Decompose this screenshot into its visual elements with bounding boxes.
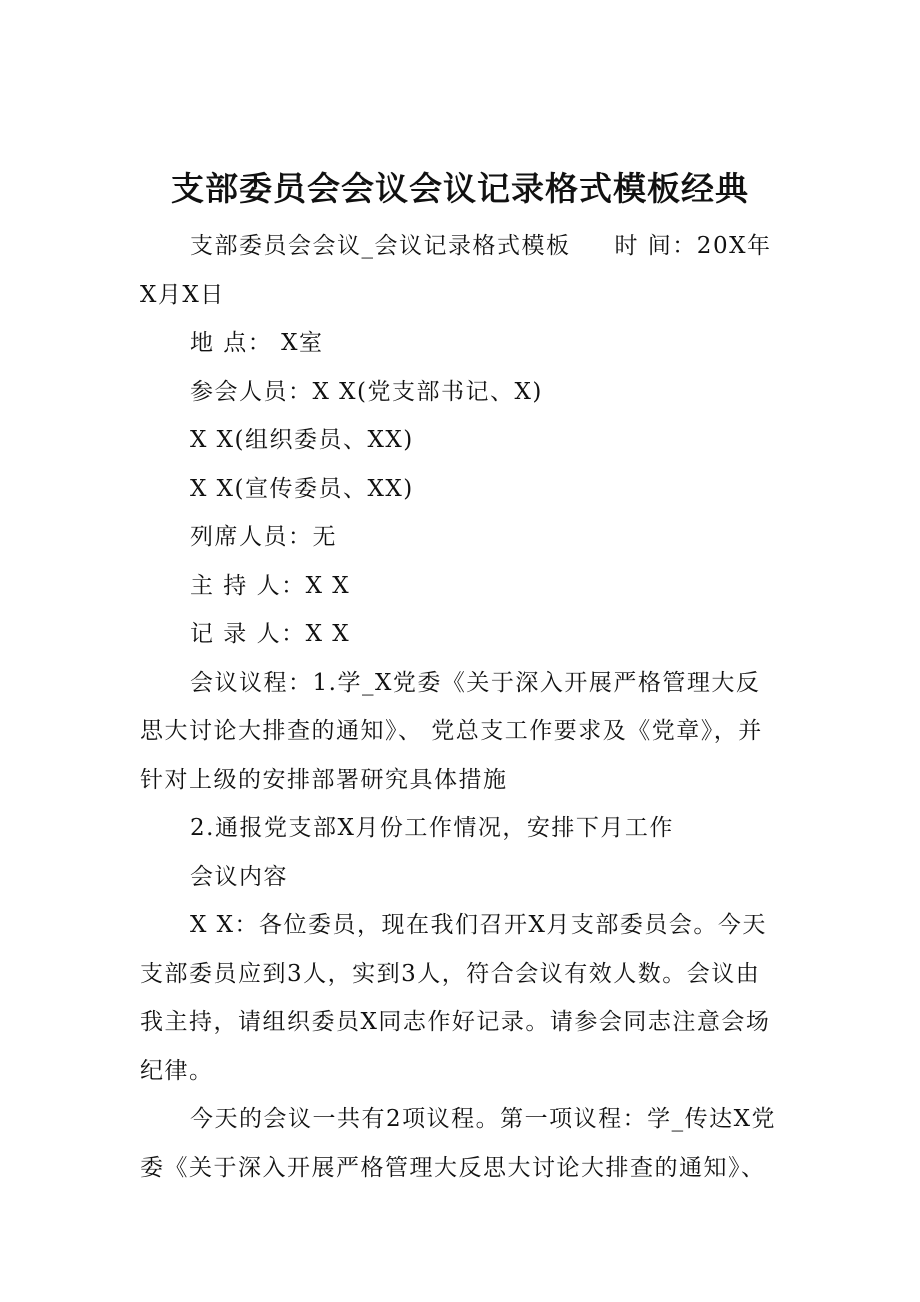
meeting-place: 地 点： X室 [190,330,324,356]
attendee-line: X X(组织委员、XX) [190,427,414,453]
document-body [140,222,782,1192]
observers-line: 列席人员：无 [190,524,337,550]
agenda-item-2: 2.通报党支部X月份工作情况，安排下月工作 [190,815,674,841]
recorder-line: 记 录 人：X X [190,621,351,647]
meeting-time: 时 间：20X年X月X日 [140,233,772,308]
attendee-line: X X(宣传委员、XX) [190,475,414,502]
agenda-item-1: 会议议程：1.学_X党委《关于深入开展严格管理大反思大讨论大排查的通知》、 党总支工作要求及《党章》，并针对上级的安排部署研究具体措施 [140,669,763,793]
intro-paragraph [140,222,782,319]
host-line: 主 持 人：X X [190,572,351,599]
content-heading: 会议内容 [190,863,288,890]
content-paragraph: 今天的会议一共有2项议程。第一项议程：学_传达X党委《关于深入开展严格管理大反思大讨论大排查的通知》、 [140,1106,777,1181]
content-paragraph: X X：各位委员，现在我们召开X月支部委员会。今天支部委员应到3人，实到3人，符合会议有效人数。会议由我主持，请组织委员X同志作好记录。请参会同志注意会场纪律。 [140,912,771,1084]
intro-name: 支部委员会会议_会议记录格式模板 [190,233,571,259]
document-title: 支部委员会会议会议记录格式模板经典 [171,169,749,209]
attendees-line: 参会人员：X X(党支部书记、X) [190,378,543,405]
